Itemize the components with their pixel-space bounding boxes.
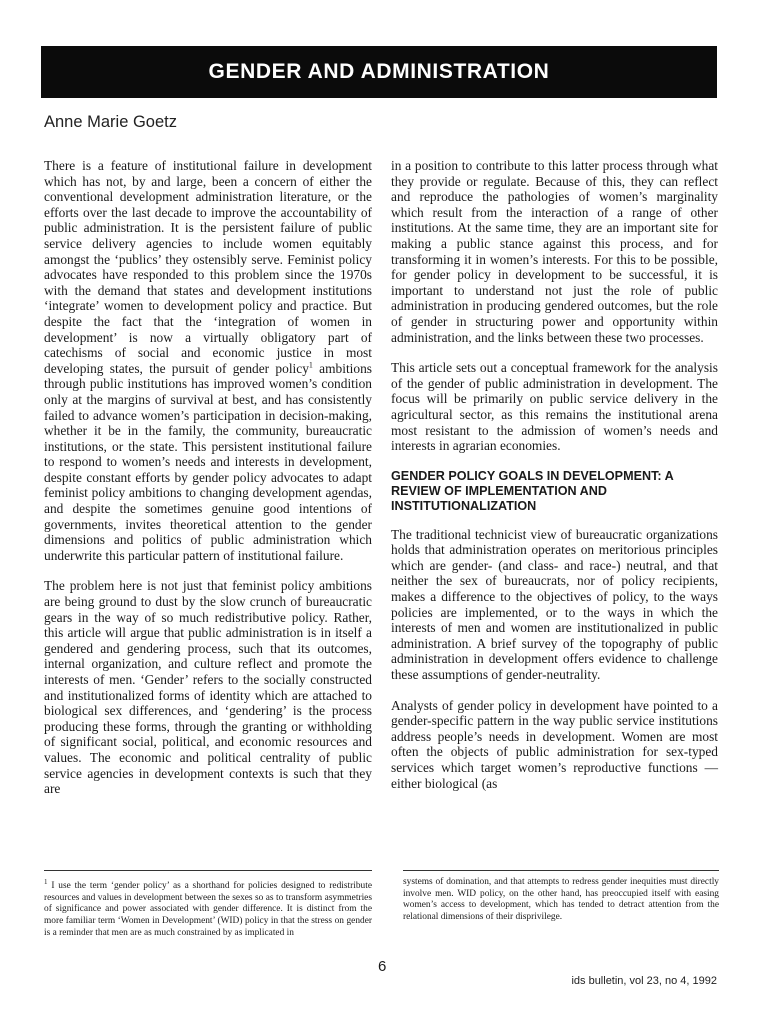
paragraph: The traditional technicist view of bureaucratic organizations holds that administration operates on meritorious principles which are gender- (and class- and race-) neutral, and that neither the sex of bureaucrats, nor of policy recipients, makes a difference to the objectives of policy, to the ways policies are implemented, or to the ways in which the interests of men and women are institutionalized in public administration. A brief survey of the topography of public administration in development offers evidence to challenge these assumptions of gender-neutrality. [391,526,718,683]
left-column [44,158,372,812]
paragraph: This article sets out a conceptual framework for the analysis of the gender of public administration in development. The focus will be primarily on public service delivery in the agricultural sector, as this remains the institutional arena most resistant to the admission of women’s needs and interests in agrarian economies. [391,360,718,454]
paragraph: Analysts of gender policy in development have pointed to a gender-specific pattern in the way public service institutions address people’s needs in development. Women are most often the objects of public administration for sex-typed services which target women’s reproductive functions — either biological (as [391,697,718,791]
footnote-marker: 1 [44,878,48,886]
footnote-left [44,877,372,939]
paragraph-text: ambitions through public institutions has improved women’s condition only at the margins of survival at best, and has consistently failed to advance women’s participation in decision-making, whether it be in the family, the community, bureaucratic institutions, or the state. This persistent institutional failure to respond to women’s needs and interests in development, despite constant efforts by gender policy advocates to adapt feminist policy ambitions to changing development agendas, and despite the sometimes genuine good intentions of governments, invites theoretical attention to the gender dimensions and politics of public administration which underwrite this particular pattern of institutional failure. [44,360,373,563]
title-banner [41,46,717,98]
page-number: 6 [378,958,387,975]
paragraph: The problem here is not just that feminist policy ambitions are being ground to dust by the slow crunch of bureaucratic gears in the way of so much redistributive policy. Rather, this article will argue that public administration is in itself a gendered and gendering process, such that its outcomes, internal organization, and culture reflect and promote the interests of men. ‘Gender’ refers to the socially constructed and institutionalized forms of identity which are attached to biological sex differences, and ‘gendering’ is the process producing these forms, through the granting or withholding of significant social, political, and economic resources and values. The economic and political centrality of public service agencies in development contexts is such that they are [44,578,372,797]
paragraph-text: There is a feature of institutional failure in development which has not, by and large, been a concern of either the conventional development administration literature, or the efforts over the last decade to improve the accountability of public administration. It is the persistent failure of public service delivery agencies to include women equitably amongst the ‘publics’ they ostensibly serve. Feminist policy advocates have responded to this problem since the 1970s with the demand that states and development institutions ‘integrate’ women to development policy and practice. But despite the fact that the ‘integration of women in development’ is now a virtually obligatory part of catechisms of social and economic justice in most developing states, the pursuit of gender policy [44,158,372,376]
article-title: GENDER AND ADMINISTRATION [208,60,550,83]
paragraph: in a position to contribute to this latter process through what they provide or regulate. Because of this, they can reflect and reproduce the pathologies of women’s marginality which result from the interaction of a range of other institutions. At the same time, they are an important site for making a public stance against this process, and for transforming it in women’s interests. For this to be possible, for gender policy in development to be successful, it is important to understand not just the role of public administration in producing gendered outcomes, but the role of gender in structuring power and opportunity within administration, and the links between these two processes. [391,158,718,345]
footnote-reference: 1 [308,360,313,370]
right-column [391,158,718,806]
paragraph [44,158,372,563]
author-name: Anne Marie Goetz [44,113,177,131]
footnote-text: I use the term ‘gender policy’ as a shorthand for policies designed to redistribute resources and values in development between the sexes so as to transform asymmetries of significance and power associated with gender difference. It is distinct from the more familiar term ‘Women in Development’ (WID) policy in that the stress on gender is a reminder that men are as much constrained by as implicated in [44,881,373,938]
footnote-divider [403,870,719,871]
footnote-right: systems of domination, and that attempts to redress gender inequities must directly involve men. WID policy, on the other hand, has preoccupied itself with easing women’s access to development, which has tended to detract attention from the relational dimensions of their disprivilege. [403,877,719,922]
footnote-divider [44,870,372,871]
journal-info: ids bulletin, vol 23, no 4, 1992 [571,975,717,987]
section-heading: GENDER POLICY GOALS IN DEVELOPMENT: A REVIEW OF IMPLEMENTATION AND INSTITUTIONALIZATION [391,468,674,513]
